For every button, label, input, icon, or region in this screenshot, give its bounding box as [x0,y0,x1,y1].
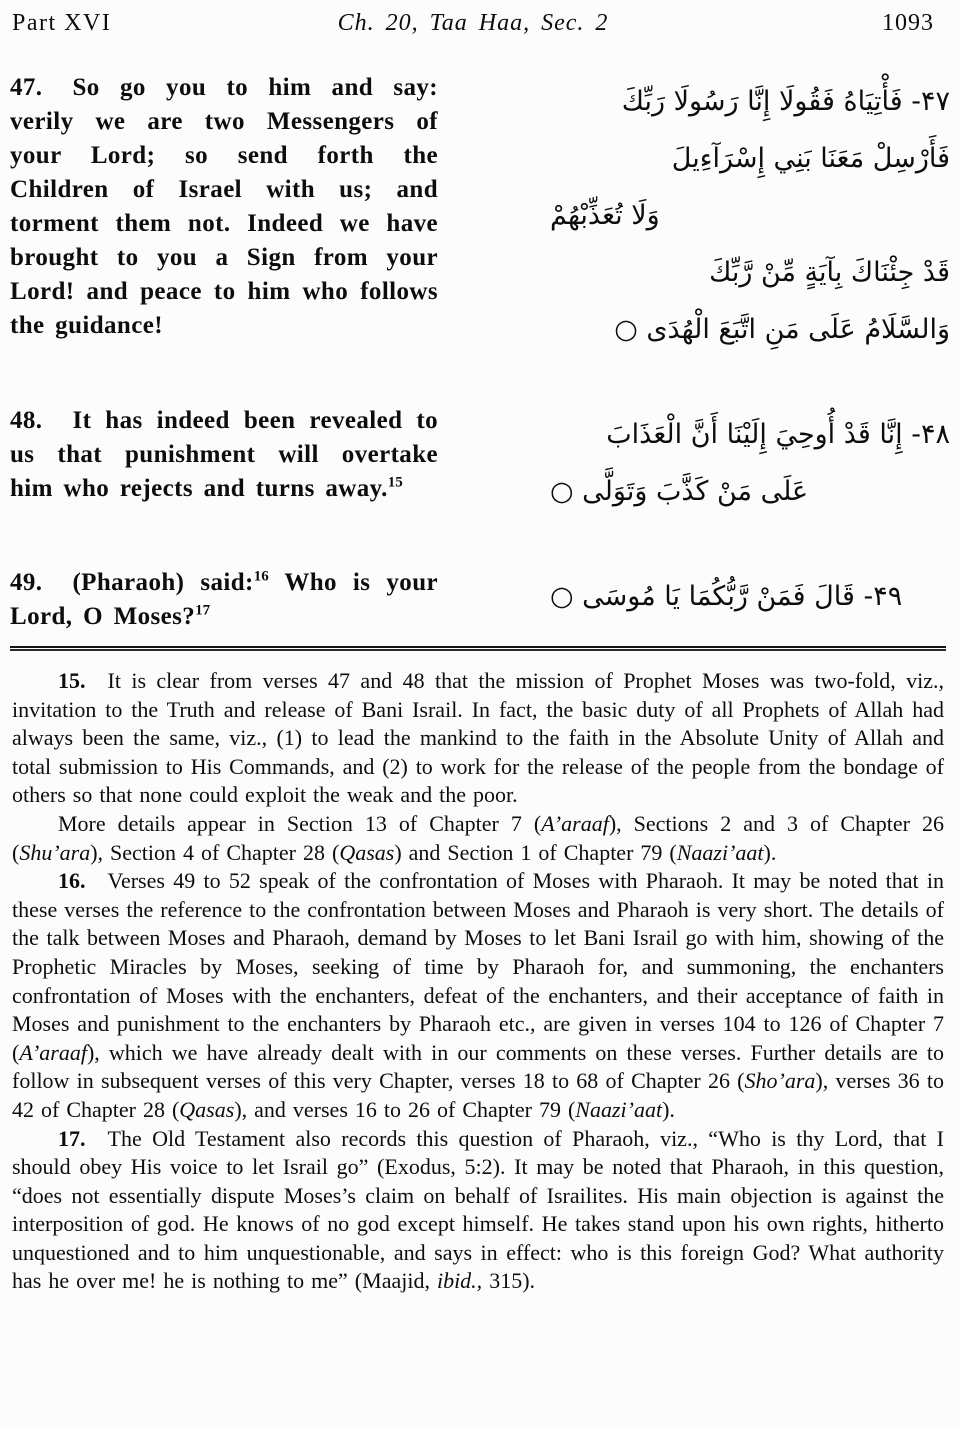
verse-number: 49. [10,569,43,596]
text-segment: ibid., [436,1268,483,1294]
text-segment: 17. [58,1125,86,1151]
text-segment: It has indeed been revealed to us that punishment will overtake him who rejects and turns away. [10,407,438,502]
verse-row-47 [10,71,950,358]
text-segment: A’araaf [541,810,609,836]
part-label: Part XVI [12,10,112,36]
text-segment: Naazi’aat [575,1096,663,1122]
text-segment: Verses 49 to 52 speak of the confrontation of Moses with Pharaoh. It may be noted that in these verses the reference to the confrontation between Moses and Pharaoh is very short. The details of the talk between Moses and Pharaoh, demand by Moses to let Bani Israil go with him, showing of the Prophetic Miracles by Moses, seeking of time by Pharaoh for, and summoning, the enchanters confrontation of Moses with the enchanters, defeat of the enchanters, and their acceptance of faith in Moses and punishment to the enchanters by Pharaoh etc., are given in verses 104 to 126 of Chapter 7 ( [12,868,944,1065]
verse-49-english [10,566,438,634]
text-segment: ), verses 36 to 42 of Chapter 28 ( [12,1068,944,1122]
verse-row-48 [10,404,950,520]
text-segment: ). [662,1096,675,1122]
text-segment: ). [763,839,777,865]
verse-47-arabic [550,71,950,358]
text-segment: Qasas [179,1096,235,1122]
verse-48-english [10,404,438,520]
text-segment: 16. [58,868,86,894]
page-header [10,8,950,37]
text-segment: ) and Section 1 of Chapter 79 ( [394,839,677,865]
footnote-15-paragraph [12,810,944,867]
footnote-16-paragraph [12,867,944,1124]
arabic-line: ۴۹- قَالَ فَمَنْ رَّبُّكُمَا يَا مُوسَى ○ [550,581,903,612]
text-segment: Sho’ara [744,1068,816,1094]
text-segment: (Pharaoh) said: [72,569,254,596]
verse-number: 47. [10,74,43,101]
footnote-marker: 16 [253,568,269,585]
text-segment: Qasas [339,839,395,865]
text-segment: Who is your Lord, O Moses? [10,569,438,630]
text-segment: So go you to him and say: verily we are two Messengers of your Lord; so send forth the Children of Israel with us; and torment them not. Indeed we have brought to you a Sign from your Lord! and peace to him who follows the guidance! [10,74,438,339]
footnote-marker: 17 [195,602,211,619]
footnote-17-paragraph [12,1125,944,1297]
arabic-line: قَدْ جِئْنَاكَ بِآيَةٍ مِّنْ رَّبِّكَ [709,257,950,288]
text-segment: Naazi’aat [676,839,764,865]
page-number: 1093 [882,10,934,36]
verse-49-arabic [550,566,950,634]
text-segment: ), which we have already dealt with in our comments on these verses. Further details are to follow in subsequent verses of this very Chapter, verses 18 to 68 of Chapter 26 ( [12,1039,944,1094]
text-segment: 15. [58,668,86,693]
arabic-line: ۴۸- إِنَّا قَدْ أُوحِيَ إِلَيْنَا أَنَّ الْعَذَابَ [606,419,950,450]
text-segment: ), Sections 2 and 3 of Chapter 26 ( [12,810,944,865]
text-segment: A’araaf [19,1039,87,1065]
text-segment: Shu’ara [19,839,91,865]
section-divider [10,646,946,651]
text-segment: It is clear from verses 47 and 48 that the mission of Prophet Moses was two-fold, viz., invitation to the Truth and release of Bani Israil. In fact, the basic duty of all Prophets of Allah had always been the same, viz., (1) to lead the mankind to the faith in the Absolute Unity of Allah and total submission to His Commands, and (2) to work for the release of the people from the bondage of others so that none could exploit the weak and the poor. [12,668,944,808]
text-segment: More details appear in Section 13 of Chapter 7 ( [58,810,542,836]
text-segment: The Old Testament also records this question of Pharaoh, viz., “Who is thy Lord, that I should obey His voice to let Israil go” (Exodus, 5:2). It may be noted that Pharaoh, in this question, “does not essentially dispute Moses’s claim on behalf of Israilites. His main objection is against the interposition of god. He knows of no god except himself. He takes stand upon his own rights, hitherto unquestioned and to him unquestionable, and says in effect: who is this foreign God? What authority has he over me! he is nothing to me” (Maajid, [12,1125,944,1294]
footnote-marker: 15 [387,474,403,491]
text-segment: ), Section 4 of Chapter 28 ( [90,839,340,865]
verse-number: 48. [10,407,43,434]
text-segment: 315). [482,1268,536,1294]
arabic-line: ۴۷- فَأْتِيَاهُ فَقُولَا إِنَّا رَسُولَا رَبِّكَ [621,86,950,117]
footnote-15-paragraph [12,667,944,810]
chapter-title: Ch. 20, Taa Haa, Sec. 2 [337,10,609,36]
arabic-line: عَلَى مَنْ كَذَّبَ وَتَوَلَّى ○ [550,476,809,507]
text-segment: ), and verses 16 to 26 of Chapter 79 ( [234,1096,576,1122]
arabic-line: وَالسَّلَامُ عَلَى مَنِ اتَّبَعَ الْهُدَى ○ [614,314,950,345]
verse-row-49 [10,566,950,634]
verse-47-english [10,71,438,358]
verses-section [10,71,950,634]
verse-48-arabic [550,404,950,520]
arabic-line: وَلَا تُعَذِّبْهُمْ [550,200,660,231]
footnotes-section [10,661,950,1296]
arabic-line: فَأَرْسِلْ مَعَنَا بَنِي إِسْرَآءِيلَ [671,143,950,174]
